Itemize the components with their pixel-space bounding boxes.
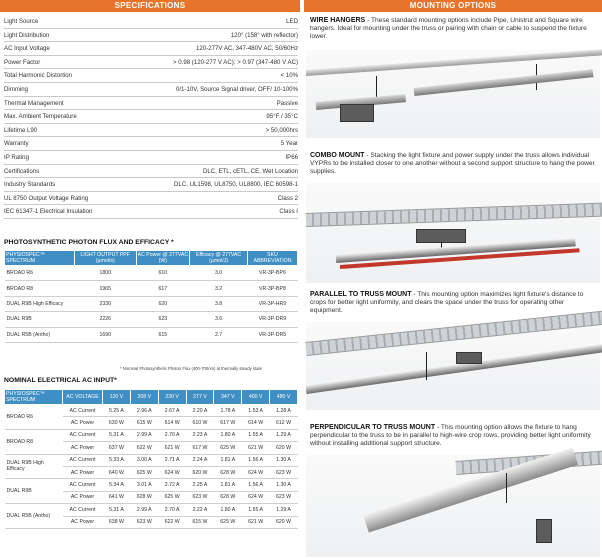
mount-combo: [310, 152, 598, 176]
mount-desc: - This mounting option maximizes light fixture's distance to crops for better light uniformity, and clears the space under the truss for operating other equipment.: [310, 291, 584, 314]
spec-row: [4, 15, 298, 29]
table-row: [5, 281, 298, 296]
spec-label: Light Distribution: [4, 31, 50, 39]
ac-column-header: 230 V: [158, 390, 186, 405]
table-cell: 1.55 A: [242, 429, 270, 441]
table-cell: 1.81 A: [214, 479, 242, 491]
table-cell: 625 W: [158, 491, 186, 503]
table-row: [5, 266, 298, 281]
table-cell: 1.80 A: [214, 504, 242, 516]
spec-label: Dimming: [4, 85, 29, 93]
table-cell: 620 W: [270, 516, 298, 528]
table-cell: 3.0: [190, 266, 248, 281]
table-cell: 614 W: [242, 417, 270, 429]
table-cell: 628 W: [214, 466, 242, 478]
spec-row: [4, 151, 298, 165]
spec-value: LED: [286, 18, 298, 25]
table-cell: 1.29 A: [270, 504, 298, 516]
table-cell: 620 W: [186, 466, 214, 478]
table-cell: 1.55 A: [242, 504, 270, 516]
ppf-section-title: PHOTOSYNTHETIC PHOTON FLUX AND EFFICACY *: [4, 239, 174, 246]
table-cell: 641 W: [103, 491, 131, 503]
table-cell: 1.80 A: [214, 429, 242, 441]
table-cell: 2.7: [190, 327, 248, 342]
spec-row: [4, 165, 298, 179]
table-cell: 5.33 A: [103, 454, 131, 466]
table-cell: 625 W: [214, 442, 242, 454]
ac-column-header: 347 V: [214, 390, 242, 405]
table-cell: 620: [136, 296, 190, 311]
table-cell: 612 W: [270, 417, 298, 429]
table-cell: 621 W: [158, 442, 186, 454]
ac-column-header: 277 V: [186, 390, 214, 405]
spec-label: AC Input Voltage: [4, 45, 50, 53]
table-cell: 2.22 A: [186, 504, 214, 516]
table-cell: 1.56 A: [242, 454, 270, 466]
table-cell: 1965: [75, 281, 137, 296]
table-cell: DUAL R9B: [5, 312, 75, 327]
table-cell: 625 W: [130, 466, 158, 478]
table-cell: 3.6: [190, 312, 248, 327]
specifications-header: SPECIFICATIONS: [0, 0, 300, 12]
spec-row: [4, 124, 298, 138]
spec-value: DLC, UL1598, UL8750, UL8800, IEC 60598-1: [174, 181, 298, 189]
ac-input-table: [4, 389, 298, 529]
table-cell: 5.34 A: [103, 479, 131, 491]
ppf-column-header: Efficacy @ 277VAC (µmol/J): [190, 251, 248, 266]
wire-hangers-image: [306, 50, 600, 138]
spec-value: > 0.98 (120-277 V AC); > 0.97 (347-480 V AC): [173, 58, 298, 66]
spec-value: Class I: [279, 208, 298, 216]
table-cell: 2.20 A: [186, 405, 214, 417]
table-cell: 638 W: [103, 516, 131, 528]
mount-desc: - Stacking the light fixture and power supply under the truss allows individual VYPRs to be installed closer to one another without a second support structure to hang the power supplies.: [310, 152, 595, 175]
combo-mount-image: [306, 183, 600, 283]
spec-value: 5 Year: [280, 140, 298, 148]
table-cell: 623: [136, 312, 190, 327]
spec-row: [4, 192, 298, 206]
table-cell: 622 W: [130, 442, 158, 454]
table-cell: 628 W: [214, 491, 242, 503]
spec-row: [4, 205, 298, 219]
spec-label: IEC 61347-1 Electrical Insulation: [4, 208, 93, 216]
table-cell: 2.71 A: [158, 454, 186, 466]
table-cell: DUAL R9B High Efficacy: [5, 296, 75, 311]
spec-value: 120° (158° with reflector): [230, 31, 298, 39]
table-cell: 1.53 A: [242, 405, 270, 417]
table-cell: 617: [136, 281, 190, 296]
table-row: [5, 405, 298, 417]
table-cell: 2.96 A: [130, 405, 158, 417]
table-cell: 3.8: [190, 296, 248, 311]
spec-value: Passive: [276, 99, 298, 107]
table-cell: 610: [136, 266, 190, 281]
ppf-column-header: LIGHT OUTPUT PPF (µmol/s): [75, 251, 137, 266]
table-cell: 623 W: [130, 516, 158, 528]
spec-row: [4, 42, 298, 56]
table-cell: 5.31 A: [103, 504, 131, 516]
table-cell: 621 W: [242, 516, 270, 528]
spec-label: Power Factor: [4, 58, 41, 66]
table-cell: 615: [136, 327, 190, 342]
ppf-column-header: SKU ABBREVIATION: [247, 251, 297, 266]
spec-value: 95°F / 35°C: [266, 113, 298, 121]
spec-row: [4, 137, 298, 151]
table-cell: 624 W: [242, 466, 270, 478]
spec-row: [4, 178, 298, 192]
table-cell: 5.25 A: [103, 405, 131, 417]
table-cell: AC Power: [63, 466, 103, 478]
mount-wire-hangers: [310, 17, 598, 41]
table-row: [5, 454, 298, 466]
table-cell: AC Current: [63, 405, 103, 417]
table-cell: BROAD R8: [5, 281, 75, 296]
spec-row: [4, 69, 298, 83]
spec-label: Warranty: [4, 140, 29, 148]
ac-column-header: PHYSIOSPEC™ SPECTRUM: [5, 390, 63, 405]
table-cell: 1690: [75, 327, 137, 342]
spec-value: 120-277V AC, 347-480V AC, 50/60Hz: [196, 45, 298, 53]
mount-perpendicular: [310, 424, 598, 448]
table-cell: 623 W: [270, 491, 298, 503]
spec-label: UL 8750 Output Voltage Rating: [4, 194, 89, 202]
table-cell: VR-3P-DR9: [247, 312, 297, 327]
table-cell: 2.24 A: [186, 454, 214, 466]
table-cell: 628 W: [130, 491, 158, 503]
spec-value: 0/1-10V, Source Signal driver, OFF/ 10-100%: [175, 85, 298, 93]
ac-column-header: 120 V: [103, 390, 131, 405]
table-cell: 2.72 A: [158, 479, 186, 491]
table-cell: 637 W: [103, 442, 131, 454]
table-cell: 1.28 A: [270, 405, 298, 417]
spec-row: [4, 97, 298, 111]
table-cell: 2.23 A: [186, 429, 214, 441]
ppf-footnote: * Nominal Photosynthetic Photon Flux (400-700nm) at thermally steady state: [120, 366, 262, 371]
mount-title: WIRE HANGERS: [310, 17, 366, 24]
table-row: [5, 296, 298, 311]
mount-title: COMBO MOUNT: [310, 152, 365, 159]
spec-label: Certifications: [4, 167, 40, 175]
ac-column-header: 400 V: [242, 390, 270, 405]
table-cell: 630 W: [103, 417, 131, 429]
spectrum-cell: DUAL R9B High Efficacy: [5, 454, 63, 479]
table-cell: VR-3P-HR9: [247, 296, 297, 311]
table-cell: 3.00 A: [130, 454, 158, 466]
table-row: [5, 479, 298, 491]
table-cell: 621 W: [242, 442, 270, 454]
table-cell: 624 W: [242, 491, 270, 503]
table-cell: 614 W: [158, 417, 186, 429]
table-row: [5, 327, 298, 342]
table-cell: 620 W: [270, 442, 298, 454]
spec-row: [4, 83, 298, 97]
table-cell: AC Current: [63, 454, 103, 466]
specifications-list: [4, 15, 298, 219]
table-cell: BROAD R6: [5, 266, 75, 281]
table-cell: 617 W: [214, 417, 242, 429]
table-cell: 2.25 A: [186, 479, 214, 491]
table-cell: 1.30 A: [270, 454, 298, 466]
table-row: [5, 504, 298, 516]
table-cell: AC Power: [63, 442, 103, 454]
ppf-column-header: PHYSIOSPEC™ SPECTRUM: [5, 251, 75, 266]
spectrum-cell: BROAD R8: [5, 429, 63, 454]
table-cell: 617 W: [186, 442, 214, 454]
spec-label: Light Source: [4, 18, 39, 25]
table-cell: 624 W: [158, 466, 186, 478]
table-cell: 3.2: [190, 281, 248, 296]
table-cell: VR-3P-DR5: [247, 327, 297, 342]
ppf-column-header: AC Power @ 277VAC (W): [137, 252, 189, 264]
mount-title: PARALLEL TO TRUSS MOUNT: [310, 291, 412, 298]
table-cell: VR-3P-BP8: [247, 281, 297, 296]
table-cell: 623 W: [270, 466, 298, 478]
table-cell: AC Power: [63, 417, 103, 429]
table-cell: AC Current: [63, 479, 103, 491]
spec-value: > 50,000hrs: [265, 126, 298, 134]
spec-label: Lifetime L90: [4, 126, 38, 134]
table-cell: 1.78 A: [214, 405, 242, 417]
mount-desc: - This mounting option allows the fixture to hang perpendicular to the truss to be in parallel to high-wire crop rows, providing better light uniformity without installing additional support structure.: [310, 424, 591, 447]
table-cell: 623 W: [186, 491, 214, 503]
table-cell: 615 W: [186, 516, 214, 528]
ac-column-header: 208 V: [130, 390, 158, 405]
spec-value: Class 2: [277, 194, 298, 202]
spec-label: Total Harmonic Distortion: [4, 72, 73, 80]
table-cell: 2.70 A: [158, 504, 186, 516]
ac-section-title: NOMINAL ELECTRICAL AC INPUT*: [4, 377, 117, 384]
table-row: [5, 312, 298, 327]
table-cell: 2.67 A: [158, 405, 186, 417]
table-cell: 1.81 A: [214, 454, 242, 466]
table-cell: VR-3P-BP6: [247, 266, 297, 281]
table-cell: 640 W: [103, 466, 131, 478]
table-cell: 2.99 A: [130, 429, 158, 441]
spec-value: DLC, ETL, cETL, CE, Wet Location: [202, 167, 298, 175]
ac-column-header: 480 V: [270, 390, 298, 405]
ac-column-header: AC VOLTAGE: [63, 390, 103, 405]
spec-row: [4, 56, 298, 70]
table-cell: 5.31 A: [103, 429, 131, 441]
spec-row: [4, 29, 298, 43]
parallel-mount-image: [306, 322, 600, 410]
table-cell: AC Current: [63, 504, 103, 516]
spec-value: < 10%: [280, 72, 298, 80]
table-cell: 2.70 A: [158, 429, 186, 441]
table-cell: AC Current: [63, 429, 103, 441]
mount-title: PERPENDICULAR TO TRUSS MOUNT: [310, 424, 436, 431]
spectrum-cell: DUAL R9B: [5, 479, 63, 504]
mount-parallel: [310, 291, 598, 315]
spec-label: IP Rating: [4, 153, 29, 161]
spec-label: Max. Ambient Temperature: [4, 113, 77, 121]
spec-label: Industry Standards: [4, 181, 56, 189]
table-cell: DUAL R5B (Antho): [5, 327, 75, 342]
spec-label: Thermal Management: [4, 99, 64, 107]
table-cell: 1.29 A: [270, 429, 298, 441]
table-cell: 622 W: [158, 516, 186, 528]
mounting-options-header: MOUNTING OPTIONS: [304, 0, 602, 12]
mount-desc: - These standard mounting options include Pipe, Unistrut and Square wire hangers. Ideal for mounting under the truss or pairing with chain or cable to suspend the fixture lower.: [310, 17, 587, 40]
table-cell: AC Power: [63, 516, 103, 528]
table-cell: 3.01 A: [130, 479, 158, 491]
spec-row: [4, 110, 298, 124]
table-cell: 2.99 A: [130, 504, 158, 516]
table-cell: 2330: [75, 296, 137, 311]
table-cell: 615 W: [130, 417, 158, 429]
perpendicular-mount-image: [306, 455, 600, 557]
table-cell: 1800: [75, 266, 137, 281]
table-cell: AC Power: [63, 491, 103, 503]
spectrum-cell: DUAL R5B (Antho): [5, 504, 63, 529]
table-cell: 625 W: [214, 516, 242, 528]
table-cell: 2226: [75, 312, 137, 327]
table-cell: 1.56 A: [242, 479, 270, 491]
ppf-table: [4, 250, 298, 343]
table-cell: 610 W: [186, 417, 214, 429]
spec-value: IP66: [285, 153, 298, 161]
table-cell: 1.30 A: [270, 479, 298, 491]
spectrum-cell: BROAD R6: [5, 405, 63, 430]
table-row: [5, 429, 298, 441]
